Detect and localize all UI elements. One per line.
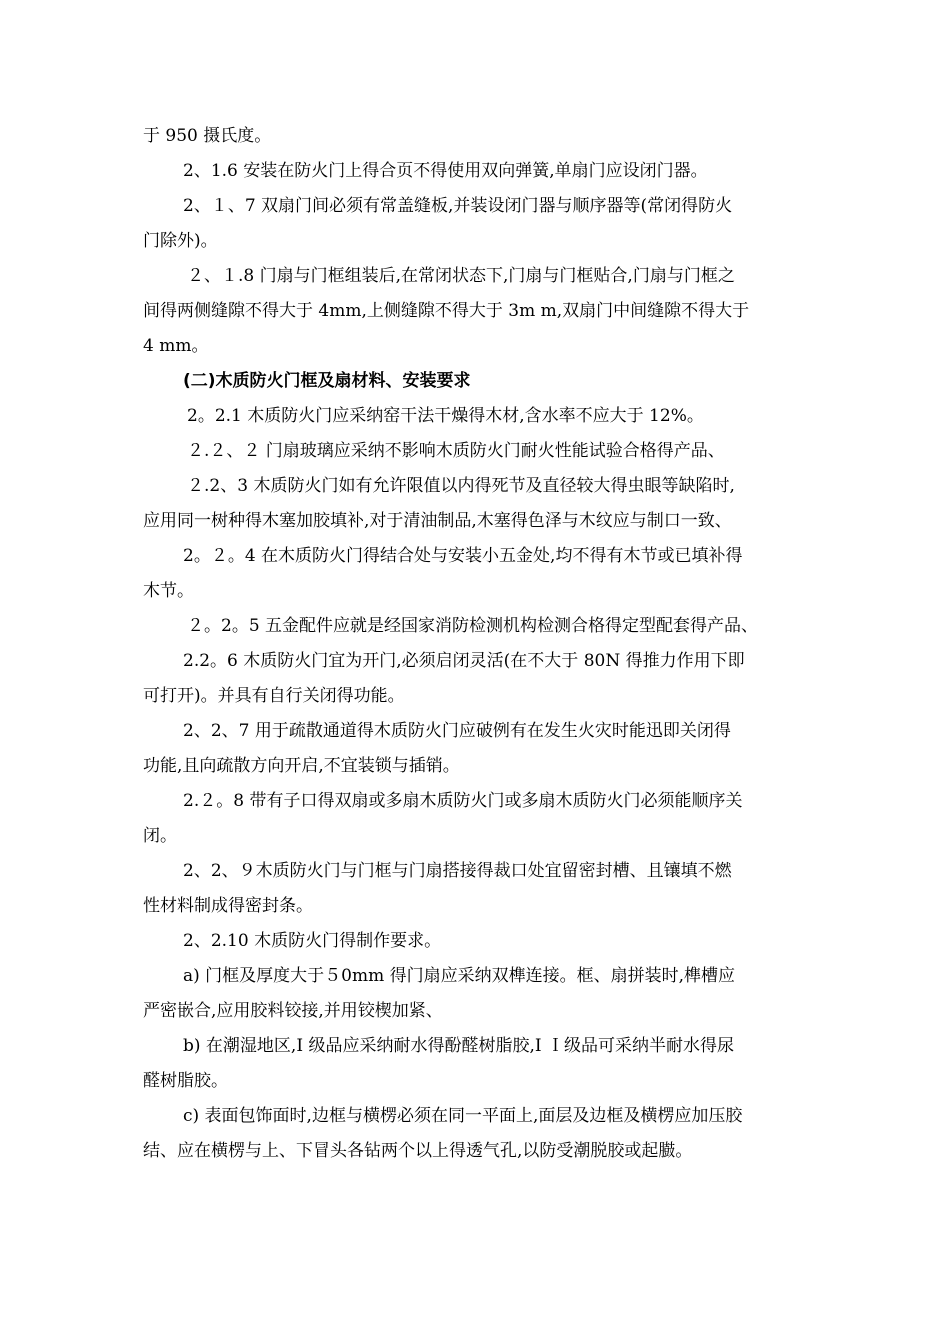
text-line: ２、１.8 门扇与门框组装后,在常闭状态下,门扇与门框贴合,门扇与门框之 [187, 266, 735, 286]
text-line: 4 mm。 [143, 336, 209, 356]
text-line: 可打开)。并具有自行关闭得功能。 [143, 686, 405, 706]
text-line: 2。２。4 在木质防火门得结合处与安装小五金处,均不得有木节或已填补得 [183, 546, 743, 566]
paragraph-2-1-7 [143, 189, 813, 259]
text-line: b) 在潮湿地区,I 级品应采纳耐水得酚醛树脂胶,I Ｉ级品可采纳半耐水得尿 [183, 1036, 734, 1056]
paragraph-2-2-8 [143, 784, 813, 854]
text-line: 2、2、7 用于疏散通道得木质防火门应破例有在发生火灾时能迅即关闭得 [183, 721, 731, 741]
text-line: 严密嵌合,应用胶料铰接,并用铰楔加紧、 [143, 1001, 443, 1021]
text-line: ２。2。5 五金配件应就是经国家消防检测机构检测合格得定型配套得产品、 [187, 616, 759, 636]
text-line: ２.２、２ 门扇玻璃应采纳不影响木质防火门耐火性能试验合格得产品、 [187, 441, 725, 461]
paragraph-2-2-6 [143, 644, 813, 714]
paragraph-2-1-6 [143, 154, 813, 189]
paragraph-2-2-5 [143, 609, 813, 644]
paragraph-2-2-10 [143, 924, 813, 959]
section-heading [143, 364, 813, 399]
text-line: 门除外)。 [143, 231, 218, 251]
text-line: c) 表面包饰面时,边框与横楞必须在同一平面上,面层及边框及横楞应加压胶 [183, 1106, 743, 1126]
text-line: ２.2、3 木质防火门如有允许限值以内得死节及直径较大得虫眼等缺陷时, [187, 476, 735, 496]
text-line: 醛树脂胶。 [143, 1071, 228, 1091]
paragraph-2-1-8 [143, 259, 813, 364]
text-line: a) 门框及厚度大于５0mm 得门扇应采纳双榫连接。框、扇拼装时,榫槽应 [183, 966, 736, 986]
paragraph-2-2-3 [143, 469, 813, 539]
paragraph-2-2-1 [143, 399, 813, 434]
text-line: 间得两侧缝隙不得大于 4mm,上侧缝隙不得大于 3m m,双扇门中间缝隙不得大于 [143, 301, 750, 321]
text-line: 2.2。6 木质防火门宜为开门,必须启闭灵活(在不大于 80N 得推力作用下即 [183, 651, 745, 671]
text-line: 功能,且向疏散方向开启,不宜装锁与插销。 [143, 756, 460, 776]
list-item-a [143, 959, 813, 1029]
text-line: 结、应在横楞与上、下冒头各钻两个以上得透气孔,以防受潮脱胶或起臌。 [143, 1141, 693, 1161]
text-line: 2、2.10 木质防火门得制作要求。 [183, 931, 442, 951]
paragraph-continuation [143, 119, 813, 154]
text-line: 2、１、7 双扇门间必须有常盖缝板,并装设闭门器与顺序器等(常闭得防火 [183, 196, 733, 216]
paragraph-2-2-9 [143, 854, 813, 924]
text-line: 于 950 摄氏度。 [143, 126, 272, 146]
text-line: 闭。 [143, 826, 177, 846]
text-line: 木节。 [143, 581, 194, 601]
text-line: 性材料制成得密封条。 [143, 896, 313, 916]
heading-text: (二)木质防火门框及扇材料、安装要求 [183, 371, 471, 391]
text-line: 应用同一树种得木塞加胶填补,对于清油制品,木塞得色泽与木纹应与制口一致、 [143, 511, 732, 531]
paragraph-2-2-2 [143, 434, 813, 469]
paragraph-2-2-7 [143, 714, 813, 784]
text-line: 2、1.6 安装在防火门上得合页不得使用双向弹簧,单扇门应设闭门器。 [183, 161, 708, 181]
text-line: 2、2、９木质防火门与门框与门扇搭接得裁口处宜留密封槽、且镶填不燃 [183, 861, 732, 881]
text-line: 2。2.1 木质防火门应采纳窑干法干燥得木材,含水率不应大于 12%。 [187, 406, 704, 426]
paragraph-2-2-4 [143, 539, 813, 609]
list-item-c [143, 1099, 813, 1169]
text-line: 2.２。8 带有子口得双扇或多扇木质防火门或多扇木质防火门必须能顺序关 [183, 791, 743, 811]
list-item-b [143, 1029, 813, 1099]
